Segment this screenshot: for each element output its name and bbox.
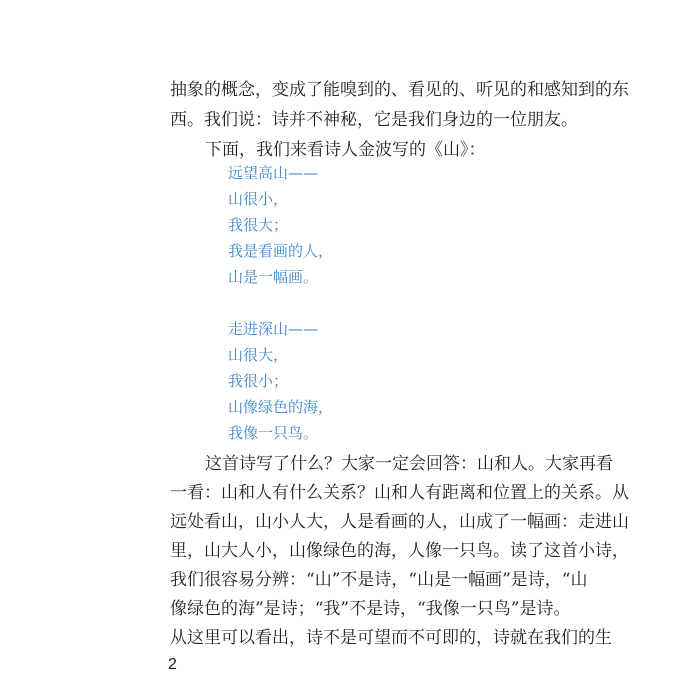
poem-line: 我是看画的人， — [228, 242, 334, 260]
poem-line: 山很大， — [228, 346, 289, 364]
page-number: 2 — [168, 656, 177, 673]
poem-line: 我很小； — [228, 372, 289, 390]
poem-line: 走进深山—— — [228, 320, 319, 338]
paragraph-line: 西。我们说：诗并不神秘，它是我们身边的一位朋友。 — [170, 110, 578, 130]
paragraph-line: 从这里可以看出，诗不是可望而不可即的，诗就在我们的生 — [170, 628, 612, 648]
paragraph-line: 远处看山，山小人大，人是看画的人，山成了一幅画：走进山 — [170, 512, 629, 532]
poem-line: 我很大； — [228, 216, 289, 234]
poem-line: 我像一只鸟。 — [228, 424, 319, 442]
poem-intro-line: 下面，我们来看诗人金波写的《山》： — [205, 140, 486, 160]
paragraph-line: 我们很容易分辨：“山”不是诗，“山是一幅画”是诗，“山 — [170, 570, 588, 590]
paragraph-line: 抽象的概念，变成了能嗅到的、看见的、听见的和感知到的东 — [170, 80, 629, 100]
poem-line: 山是一幅画。 — [228, 268, 319, 286]
paragraph-line: 一看：山和人有什么关系？山和人有距离和位置上的关系。从 — [170, 483, 629, 503]
paragraph-line: 像绿色的海”是诗；“我”不是诗，“我像一只鸟”是诗。 — [170, 599, 571, 619]
poem-line: 远望高山—— — [228, 164, 319, 182]
poem-line: 山像绿色的海， — [228, 398, 334, 416]
paragraph-line: 这首诗写了什么？大家一定会回答：山和人。大家再看 — [205, 454, 613, 474]
paragraph-line: 里，山大人小，山像绿色的海，人像一只鸟。读了这首小诗， — [170, 541, 629, 561]
poem-line: 山很小， — [228, 190, 289, 208]
